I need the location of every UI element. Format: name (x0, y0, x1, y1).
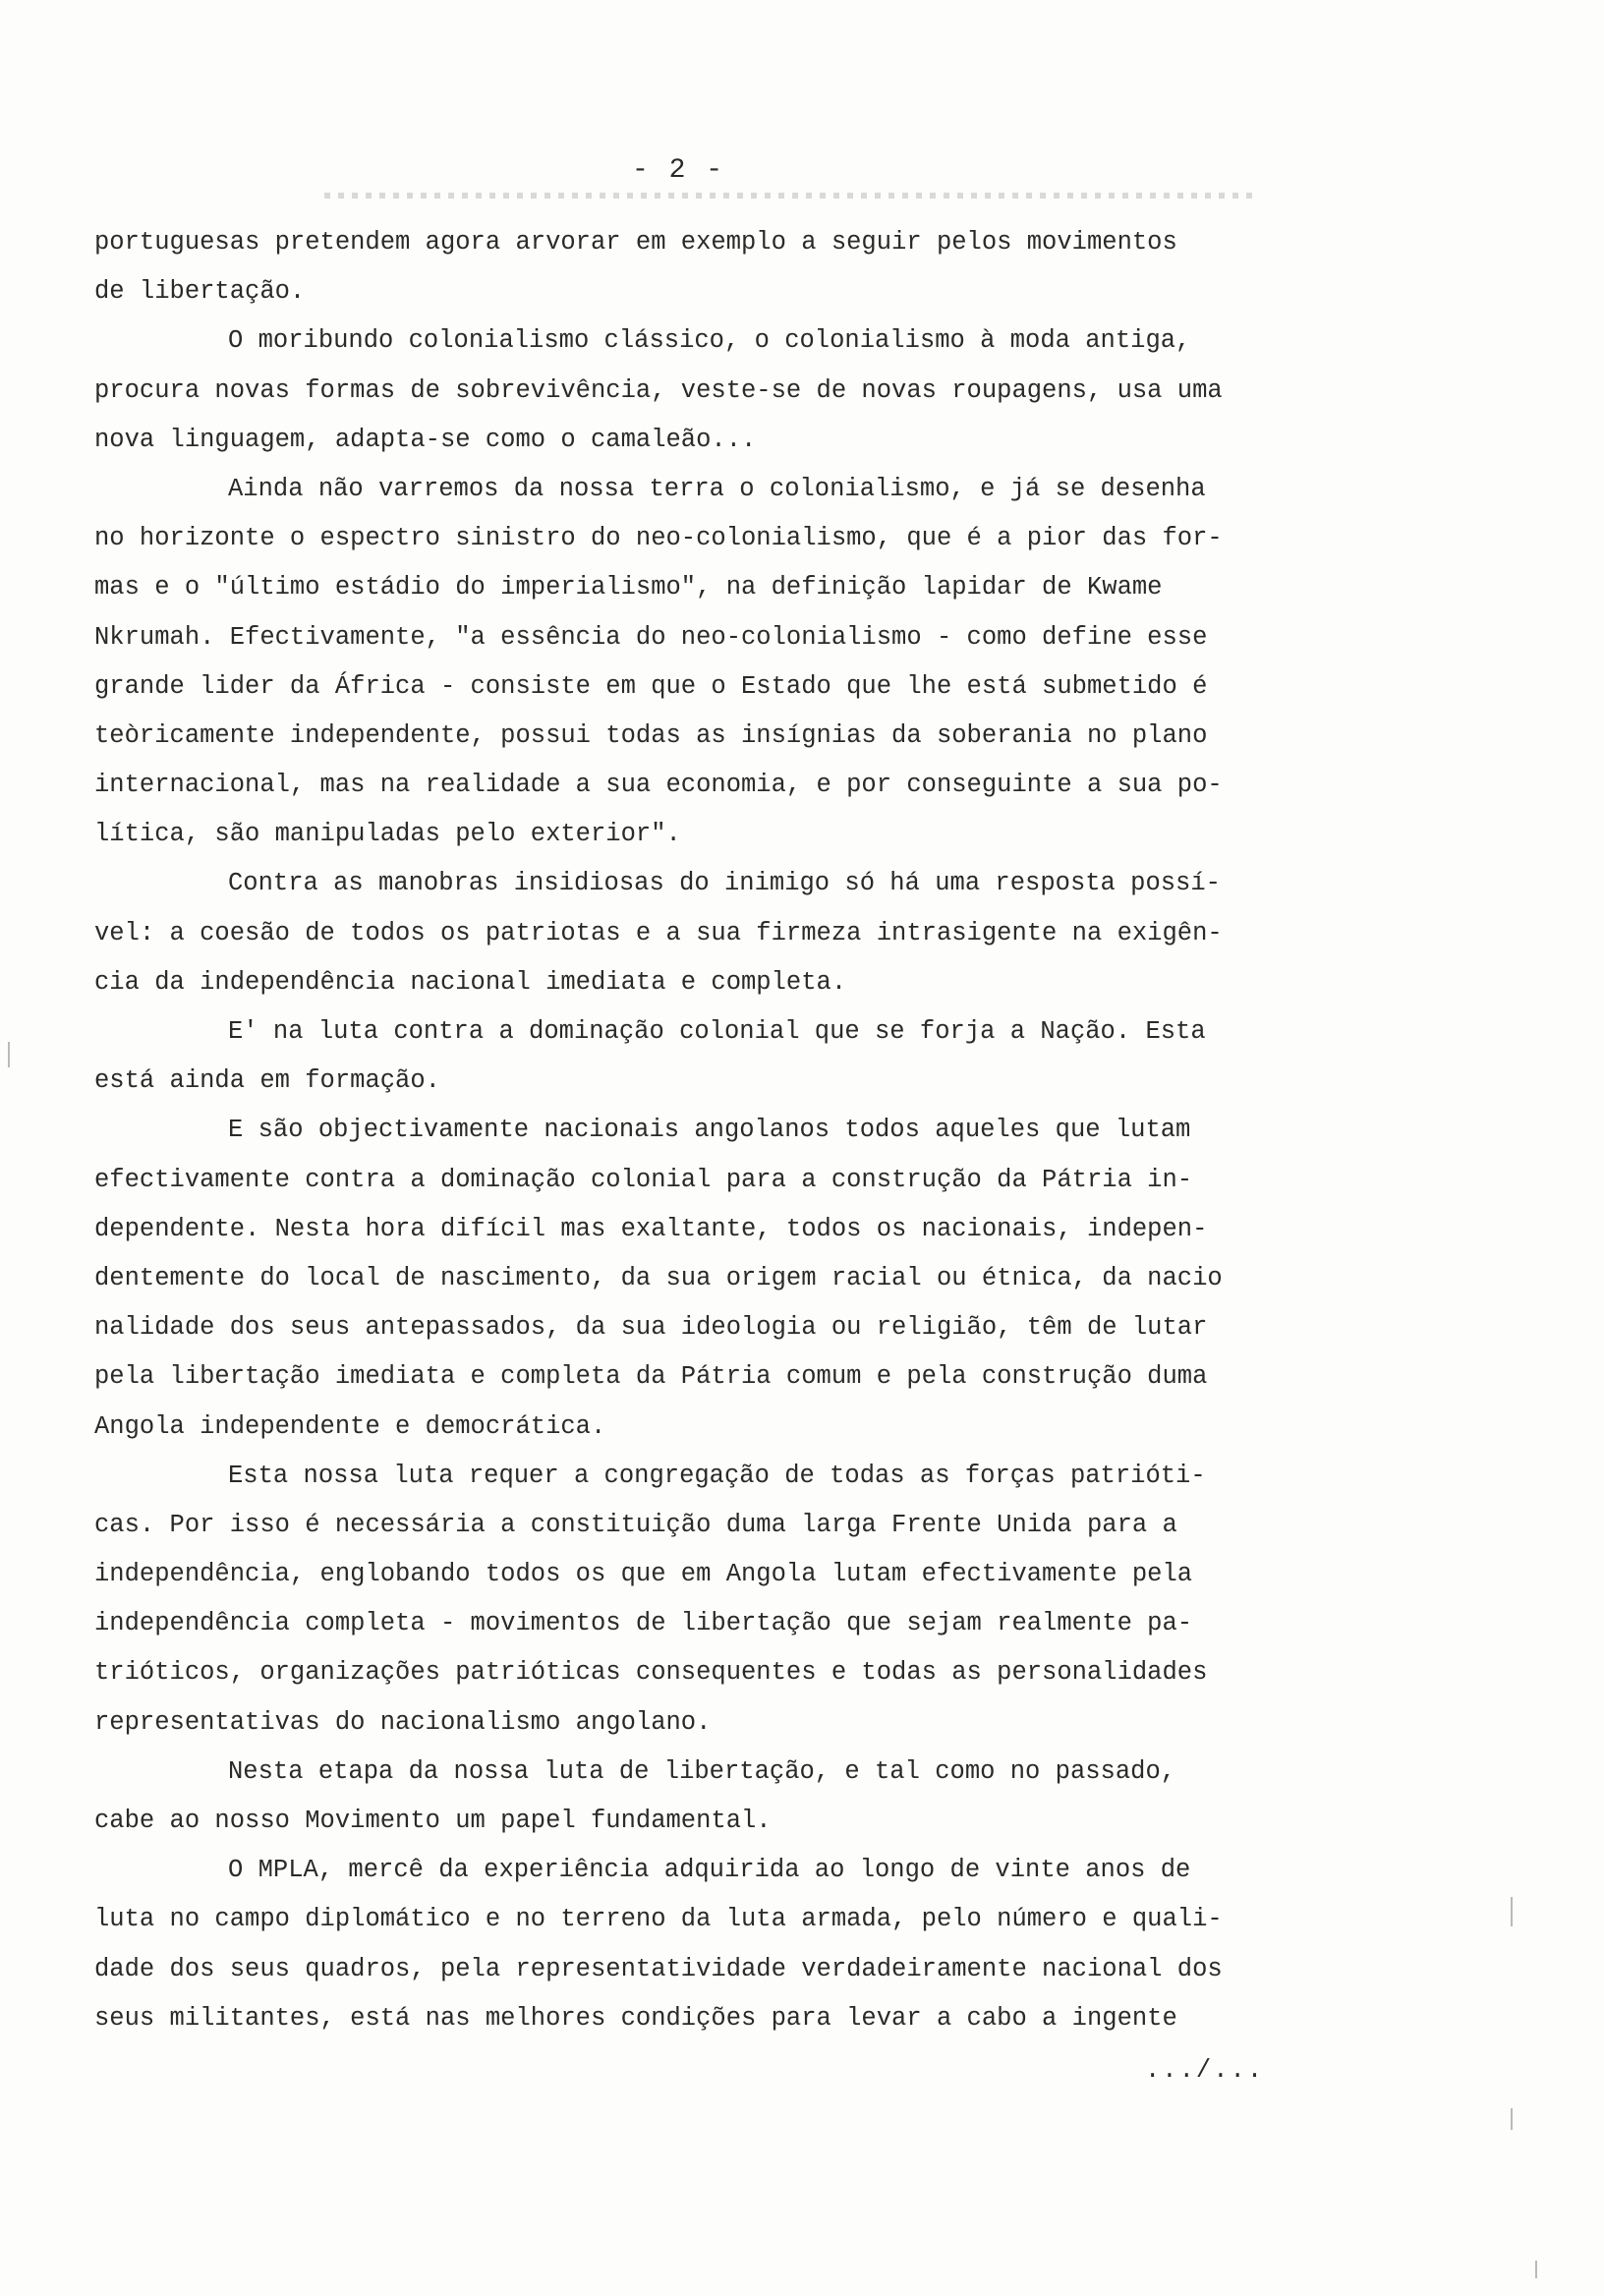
text-line: independência, englobando todos os que em Angola lutam efectivamente pela (94, 1560, 1193, 1589)
text-line: independência completa - movimentos de libertação que sejam realmente pa- (94, 1609, 1193, 1638)
text-line: dentemente do local de nascimento, da sua origem racial ou étnica, da nacio (94, 1263, 1223, 1292)
body-text (94, 218, 1402, 2043)
margin-mark (8, 1042, 10, 1067)
text-line: lítica, são manipuladas pelo exterior". (94, 820, 681, 849)
text-line: no horizonte o espectro sinistro do neo-colonialismo, que é a pior das for- (94, 524, 1223, 553)
text-line: trióticos, organizações patrióticas consequentes e todas as personalidades (94, 1658, 1208, 1688)
text-line: de libertação. (94, 277, 306, 307)
text-line: nalidade dos seus antepassados, da sua ideologia ou religião, têm de lutar (94, 1313, 1208, 1343)
text-line: está ainda em formação. (94, 1066, 440, 1096)
text-line: teòricamente independente, possui todas as insígnias da soberania no plano (94, 720, 1208, 750)
text-line: E são objectivamente nacionais angolanos todos aqueles que lutam (228, 1116, 1191, 1145)
text-line: O moribundo colonialismo clássico, o colonialismo à moda antiga, (228, 326, 1191, 356)
text-line: dade dos seus quadros, pela representatividade verdadeiramente nacional dos (94, 1954, 1223, 1983)
text-line: dependente. Nesta hora difícil mas exaltante, todos os nacionais, indepen- (94, 1214, 1208, 1243)
text-line: Angola independente e democrática. (94, 1411, 606, 1441)
margin-mark (1511, 2108, 1513, 2130)
continuation-mark: .../... (1145, 2056, 1265, 2085)
text-line: Nesta etapa da nossa luta de libertação, e tal como no passado, (228, 1756, 1176, 1786)
text-line: Nkrumah. Efectivamente, "a essência do neo-colonialismo - como define esse (94, 622, 1208, 652)
text-line: grande lider da África - consiste em que o Estado que lhe está submetido é (94, 671, 1208, 701)
text-line: O MPLA, mercê da experiência adquirida ao longo de vinte anos de (228, 1856, 1191, 1885)
text-line: Ainda não varremos da nossa terra o colonialismo, e já se desenha (228, 474, 1206, 503)
text-line: cia da independência nacional imediata e completa. (94, 967, 847, 997)
header-smudge (324, 193, 1258, 199)
text-line: luta no campo diplomático e no terreno da luta armada, pelo número e quali- (94, 1905, 1223, 1934)
text-line: mas e o "último estádio do imperialismo", na definição lapidar de Kwame (94, 573, 1163, 603)
text-line: Esta nossa luta requer a congregação de todas as forças patrióti- (228, 1461, 1206, 1490)
margin-mark (1511, 1897, 1513, 1926)
text-line: representativas do nacionalismo angolano. (94, 1707, 712, 1737)
text-line: E' na luta contra a dominação colonial que se forja a Nação. Esta (228, 1017, 1206, 1046)
text-line: nova linguagem, adapta-se como o camaleão... (94, 425, 757, 454)
page-number: - 2 - (631, 155, 724, 186)
margin-mark (1535, 2261, 1537, 2278)
text-line: procura novas formas de sobrevivência, veste-se de novas roupagens, usa uma (94, 375, 1223, 405)
text-line: vel: a coesão de todos os patriotas e a sua firmeza intrasigente na exigên- (94, 918, 1223, 947)
text-line: internacional, mas na realidade a sua economia, e por conseguinte a sua po- (94, 771, 1223, 800)
text-line: portuguesas pretendem agora arvorar em exemplo a seguir pelos movimentos (94, 228, 1177, 257)
text-line: seus militantes, está nas melhores condições para levar a cabo a ingente (94, 2003, 1177, 2033)
text-line: Contra as manobras insidiosas do inimigo só há uma resposta possí- (228, 869, 1221, 898)
text-line: pela libertação imediata e completa da Pátria comum e pela construção duma (94, 1362, 1208, 1392)
text-line: cabe ao nosso Movimento um papel fundamental. (94, 1807, 772, 1835)
text-line: efectivamente contra a dominação colonial para a construção da Pátria in- (94, 1165, 1193, 1194)
text-line: cas. Por isso é necessária a constituição duma larga Frente Unida para a (94, 1510, 1177, 1539)
